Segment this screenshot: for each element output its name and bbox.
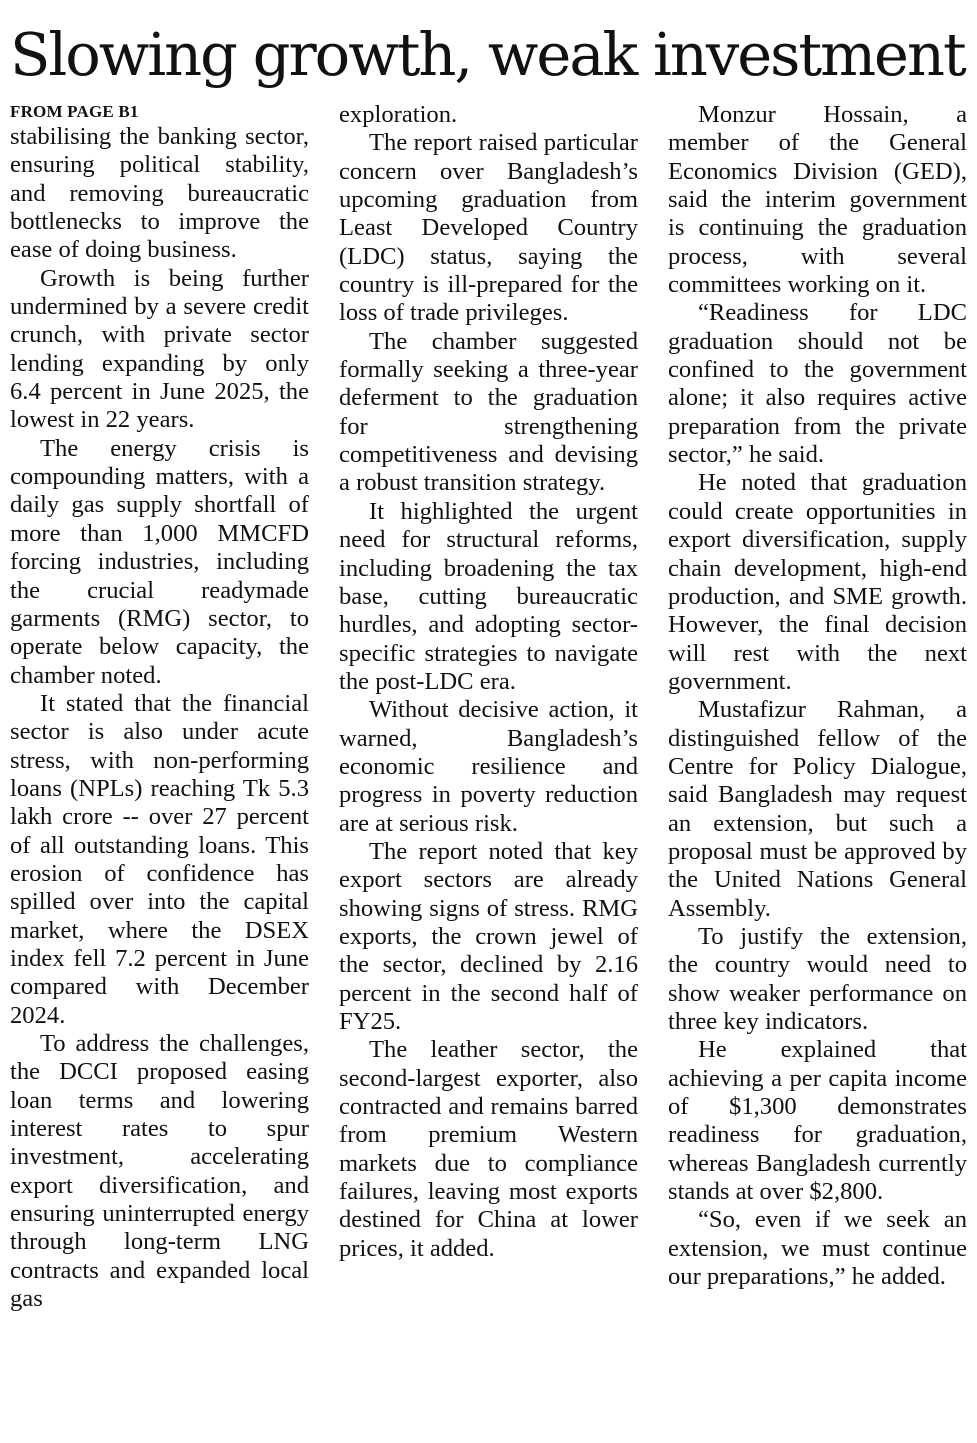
paragraph: To address the challenges, the DCCI proposed easing loan terms and lowering interest rates to spur investment, accelerating export diversification, and ensuring uninterrupted energy through long-term LNG contracts and expanded local gas bbox=[10, 1030, 309, 1313]
paragraph: stabilising the banking sector, ensuring political stability, and removing bureaucratic bottlenecks to improve the ease of doing business. bbox=[10, 123, 309, 264]
paragraph: The energy crisis is compounding matters, with a daily gas supply shortfall of more than 1,000 MMCFD forcing industries, including the crucial readymade garments (RMG) sector, to operate below capacity, the chamber noted. bbox=[10, 434, 309, 689]
paragraph: Growth is being further undermined by a severe credit crunch, with private sector lending expanding by only 6.4 percent in June 2025, the lowest in 22 years. bbox=[10, 264, 309, 434]
paragraph: He explained that achieving a per capita income of $1,300 demonstrates readiness for graduation, whereas Bangladesh currently stands at over $2,800. bbox=[668, 1036, 967, 1206]
paragraph: The report noted that key export sectors are already showing signs of stress. RMG exports, the crown jewel of the sector, declined by 2.16 percent in the second half of FY25. bbox=[339, 837, 638, 1035]
paragraph: To justify the extension, the country would need to show weaker performance on three key indicators. bbox=[668, 922, 967, 1035]
paragraph: It stated that the financial sector is also under acute stress, with non-performing loans (NPLs) reaching Tk 5.3 lakh crore -- over 27 percent of all outstanding loans. This erosion of confidence has spilled over into the capital market, where the DSEX index fell 7.2 percent in June compared with December 2024. bbox=[10, 689, 309, 1029]
paragraph: The leather sector, the second-largest exporter, also contracted and remains barred from premium Western markets due to compliance failures, leaving most exports destined for China at lower prices, it added. bbox=[339, 1036, 638, 1262]
paragraph: The report raised particular concern over Bangladesh’s upcoming graduation from Least Developed Country (LDC) status, saying the country is ill-prepared for the loss of trade privileges. bbox=[339, 129, 638, 327]
paragraph: Monzur Hossain, a member of the General Economics Division (GED), said the interim government is continuing the graduation process, with several committees working on it. bbox=[668, 101, 967, 299]
article-column-1 bbox=[10, 101, 309, 1313]
paragraph: The chamber suggested formally seeking a three-year deferment to the graduation for strengthening competitiveness and devising a robust transition strategy. bbox=[339, 327, 638, 497]
article-column-3 bbox=[668, 101, 967, 1291]
paragraph: Without decisive action, it warned, Bangladesh’s economic resilience and progress in poverty reduction are at serious risk. bbox=[339, 696, 638, 837]
paragraph: “So, even if we seek an extension, we must continue our preparations,” he added. bbox=[668, 1206, 967, 1291]
paragraph: exploration. bbox=[339, 101, 458, 128]
paragraph: It highlighted the urgent need for structural reforms, including broadening the tax base, cutting bureaucratic hurdles, and adopting sector-specific strategies to navigate the post-LDC era. bbox=[339, 497, 638, 695]
paragraph: He noted that graduation could create opportunities in export diversification, supply chain development, high-end production, and SME growth. However, the final decision will rest with the next government. bbox=[668, 469, 967, 695]
paragraph: Mustafizur Rahman, a distinguished fellow of the Centre for Policy Dialogue, said Bangladesh may request an extension, but such a proposal must be approved by the United Nations General Assembly. bbox=[668, 696, 967, 922]
dateline: FROM PAGE B1 bbox=[10, 102, 139, 121]
paragraph: “Readiness for LDC graduation should not be confined to the government alone; it also requires active preparation from the private sector,” he said. bbox=[668, 299, 967, 469]
article-column-2 bbox=[339, 101, 638, 1263]
headline: Slowing growth, weak investment bbox=[10, 20, 965, 89]
